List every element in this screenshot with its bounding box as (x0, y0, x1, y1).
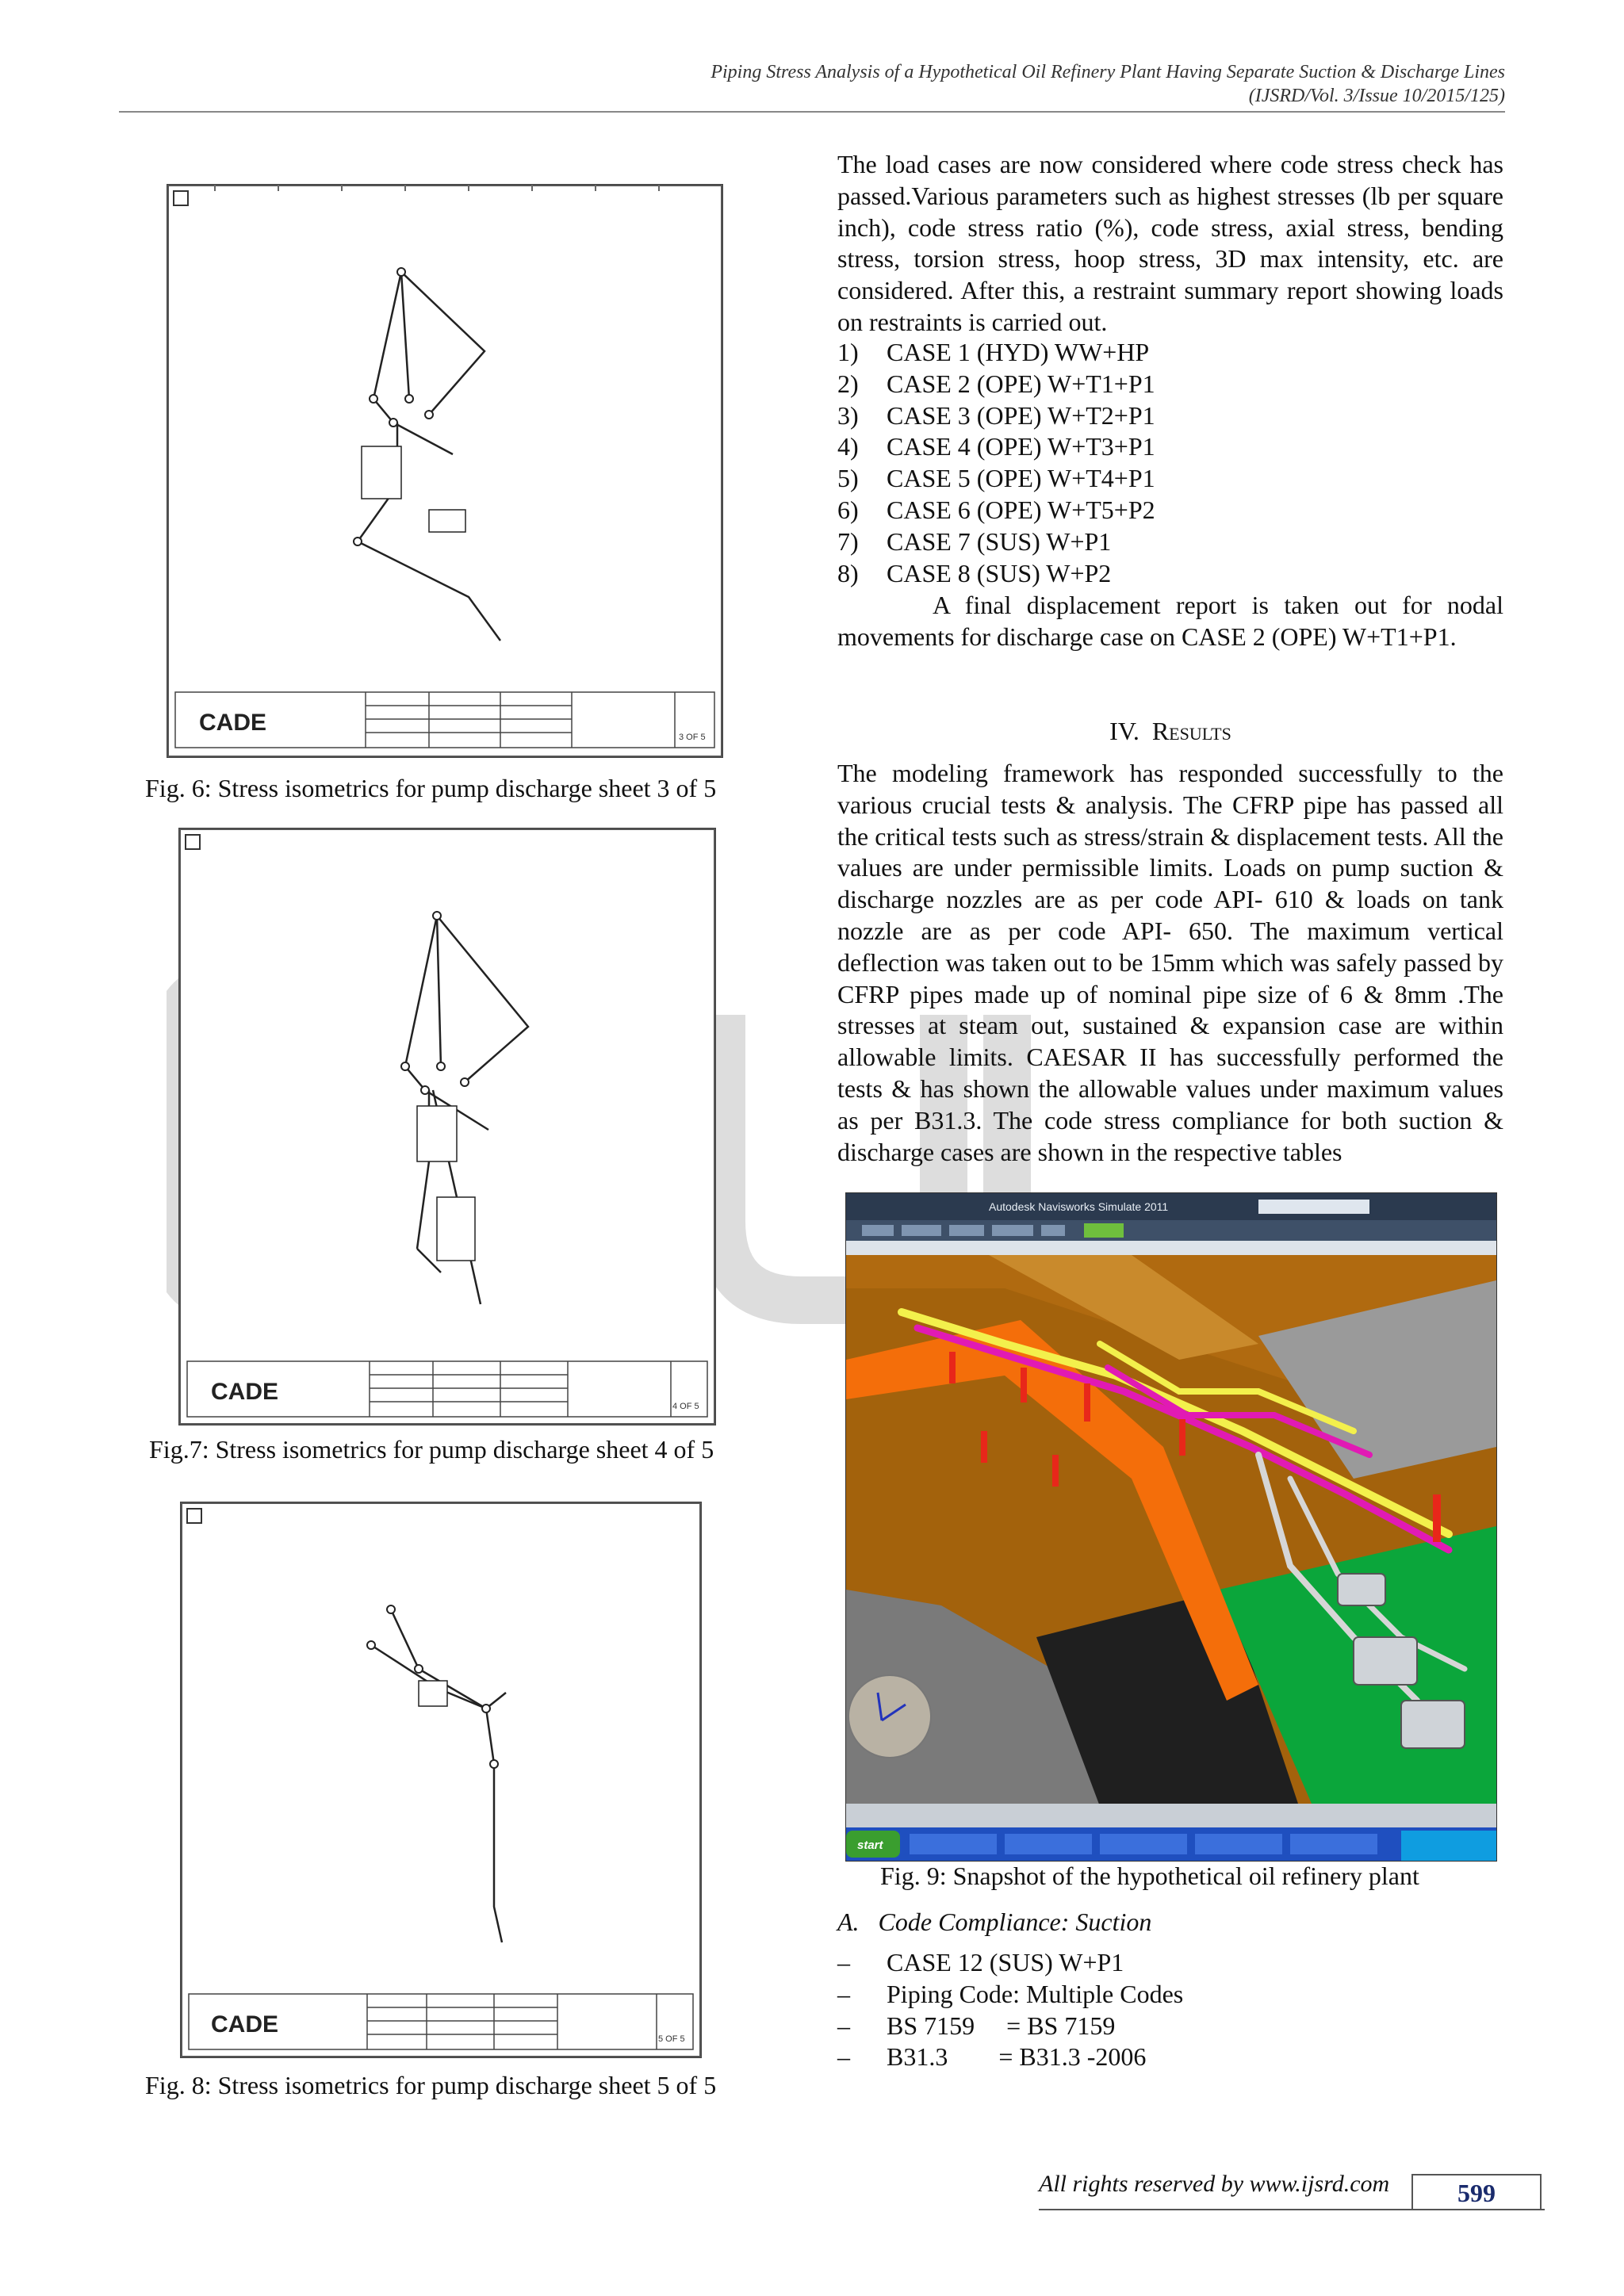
list-item: 7) CASE 7 (SUS) W+P1 (837, 526, 1112, 556)
list-item: 2) CASE 2 (OPE) W+T1+P1 (837, 369, 1155, 398)
intro-paragraph: The load cases are now considered where code stress check has passed.Various parameters such as highest stresses (lb per square inch), code stress ratio (%), code stress, axial stress, bending stress, torsion stress, hoop stress, 3D max intensity, etc. are considered. After this, a restraint summary report showing loads on restraints is carried out. (837, 150, 1503, 336)
load-case-list (837, 337, 1503, 589)
results-paragraph: The modeling framework has responded successfully to the various crucial tests & analysis. The CFRP pipe has passed all the critical tests such as stress/strain & displacement tests. All the values are under permissible limits. Loads on pump suction & discharge nozzles are as per code API- 610 & loads on tank nozzle are as per code API- 650. The maximum vertical deflection was taken out to be 15mm which was safely passed by CFRP pipes made up of nominal pipe size of 6 & 8mm .The stresses at steam out, sustained & expansion case are within allowable limits. CAESAR II has successfully performed the tests & has shown the allowable values under maximum values as per B31.3. The code stress compliance for both suction & discharge cases are shown in the respective tables (837, 759, 1503, 1166)
figure-7-caption: Fig.7: Stress isometrics for pump discharge sheet 4 of 5 (149, 1435, 714, 1464)
list-item: 1) CASE 1 (HYD) WW+HP (837, 338, 1150, 366)
app-title-text: Autodesk Navisworks Simulate 2011 (989, 1200, 1169, 1213)
fig7-logo: CADE (211, 1379, 279, 1405)
list-item: – Piping Code: Multiple Codes (837, 1979, 1184, 2008)
list-item: 3) CASE 3 (OPE) W+T2+P1 (837, 400, 1155, 430)
fig6-logo: CADE (199, 710, 267, 736)
list-item: 6) CASE 6 (OPE) W+T5+P2 (837, 495, 1155, 524)
figure-7-stress-isometric (178, 828, 716, 1425)
running-header-citation: (IJSRD/Vol. 3/Issue 10/2015/125) (1248, 86, 1505, 106)
list-item: 5) CASE 5 (OPE) W+T4+P1 (837, 464, 1155, 493)
start-button-label: start (857, 1839, 883, 1852)
figure-8-stress-isometric (180, 1502, 702, 2058)
fig6-sheet-label: 3 OF 5 (679, 733, 706, 742)
fig8-logo: CADE (211, 2011, 279, 2038)
list-item: 8) CASE 8 (SUS) W+P2 (837, 558, 1112, 587)
page-number: 599 (1411, 2174, 1542, 2210)
list-item: – BS 7159 = BS 7159 (837, 2011, 1116, 2040)
header-rule (119, 111, 1505, 113)
fig7-sheet-label: 4 OF 5 (672, 1402, 699, 1411)
section-number: IV. (1109, 717, 1139, 745)
final-displacement-paragraph: A final displacement report is taken out for nodal movements for discharge case on CASE 2 (OPE) W+T1+P1. (837, 591, 1503, 651)
running-header-title: Piping Stress Analysis of a Hypothetical Oil Refinery Plant Having Separate Suction & Discharge Lines (710, 62, 1505, 82)
figure-9-caption: Fig. 9: Snapshot of the hypothetical oil refinery plant (880, 1862, 1419, 1890)
list-item: – B31.3 = B31.3 -2006 (837, 2042, 1147, 2072)
list-item: 4) CASE 4 (OPE) W+T3+P1 (837, 432, 1155, 461)
list-item: – CASE 12 (SUS) W+P1 (837, 1948, 1124, 1976)
footer-rights: All rights reserved by www.ijsrd.com (1039, 2171, 1390, 2197)
figure-6-caption: Fig. 6: Stress isometrics for pump discharge sheet 3 of 5 (145, 774, 717, 802)
footer-rule (1039, 2209, 1545, 2210)
section-heading-results (837, 715, 1503, 747)
compliance-list (837, 1947, 1503, 2073)
fig8-sheet-label: 5 OF 5 (658, 2034, 685, 2044)
figure-9-navisworks-screenshot (845, 1192, 1497, 1862)
figure-6-stress-isometric (167, 184, 723, 758)
section-title: Results (1151, 717, 1231, 745)
figure-8-caption: Fig. 8: Stress isometrics for pump discharge sheet 5 of 5 (145, 2071, 717, 2099)
subsection-heading: A. Code Compliance: Suction (837, 1908, 1152, 1936)
